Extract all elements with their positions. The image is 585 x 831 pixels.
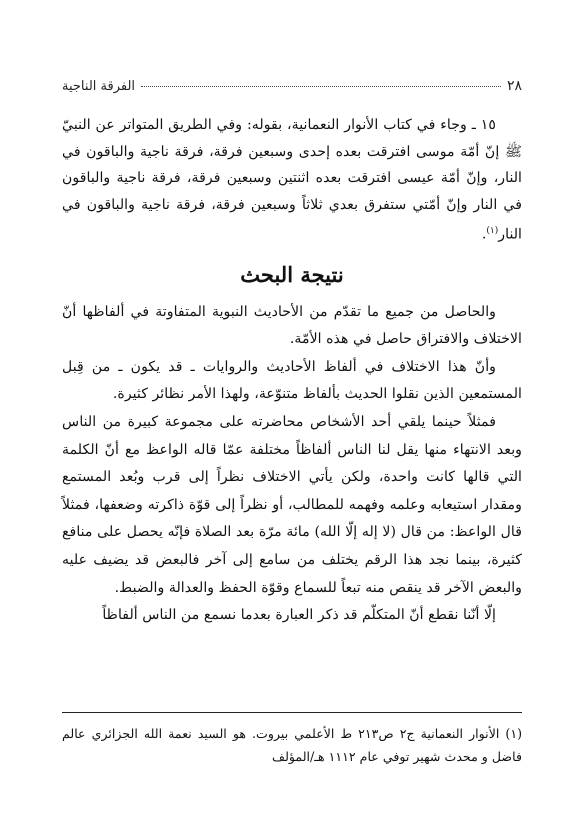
paragraph-final: إلّا أنّنا نقطع أنّ المتكلّم قد ذكر العبارة بعدما نسمع من الناس ألفاظاً [102, 607, 496, 624]
header-dotted-leader [141, 86, 501, 87]
page-header [62, 78, 522, 94]
paragraph-conclusion: والحاصل من جميع ما تقدّم من الأحاديث النبوية المتفاوتة في ألفاظها أنّ الاختلاف والافتراق حاصل في هذه الأمّة. [62, 303, 522, 348]
paragraph-hadith-text: ١٥ ـ وجاء في كتاب الأنوار النعمانية، بقوله: وفي الطريق المتواتر عن النبيّ ﷺ إنّ أمّة موسى افترقت بعده إحدى وسبعين فرقة، فرقة ناجية والباقون في النار، وإنّ أمّة عيسى افترقت بعده اثنتين وسبعين فرقة، فرقة ناجية والباقون في النار وإنّ أمّتي ستفرق بعدي ثلاثاً وسبعين فرقة، فرقة ناجية والباقون في النار [62, 117, 522, 244]
footnote-separator [62, 712, 522, 713]
paragraph-hadith-end: . [481, 227, 487, 244]
main-text [62, 112, 522, 630]
footnote: (١) الأنوار النعمانية ج٢ ص٢١٣ ط الأعلمي بيروت. هو السيد نعمة الله الجزائري عالم فاضل و محدث شهير توفي عام ١١١٢ هـ/المؤلف [62, 726, 523, 764]
footnote-ref: (١) [486, 226, 499, 237]
page-number: ٢٨ [506, 78, 522, 94]
paragraph-variation: وأنّ هذا الاختلاف في ألفاظ الأحاديث والروايات ـ قد يكون ـ من قِبل المستمعين الذين نقلوا الحديث بألفاظ متنوّعة، ولهذا الأمر نظائر كثيرة. [62, 358, 522, 403]
paragraph-hadith [62, 112, 522, 249]
running-title: الفرقة الناجية [62, 79, 136, 94]
section-heading: نتيجة البحث [240, 261, 344, 287]
paragraph-example: فمثلاً حينما يلقي أحد الأشخاص محاضرته على مجموعة كبيرة من الناس وبعد الانتهاء منها يقل لنا الناس ألفاظاً مختلفة عمّا قاله الواعظ مع أنّ الكلمة التي قالها كانت واحدة، ولكن يأتي الاختلاف نظراً إلى قرب وبُعد المستمع ومقدار استيعابه وعلمه وفهمه للمطالب، أو نظراً إلى قوّة ذاكرته وضعفها، فمثلاً قال الواعظ: من قال (لا إله إلّا الله) مائة مرّة بعد الصلاة فإنّه يحصل على منافع كثيرة، بينما نجد هذا الرقم يختلف من سامع إلى آخر فالبعض قد يضيف عليه والبعض الآخر قد ينقص منه تبعاً للسماع وقوّة الحفظ والعدالة والضبط. [62, 414, 522, 596]
